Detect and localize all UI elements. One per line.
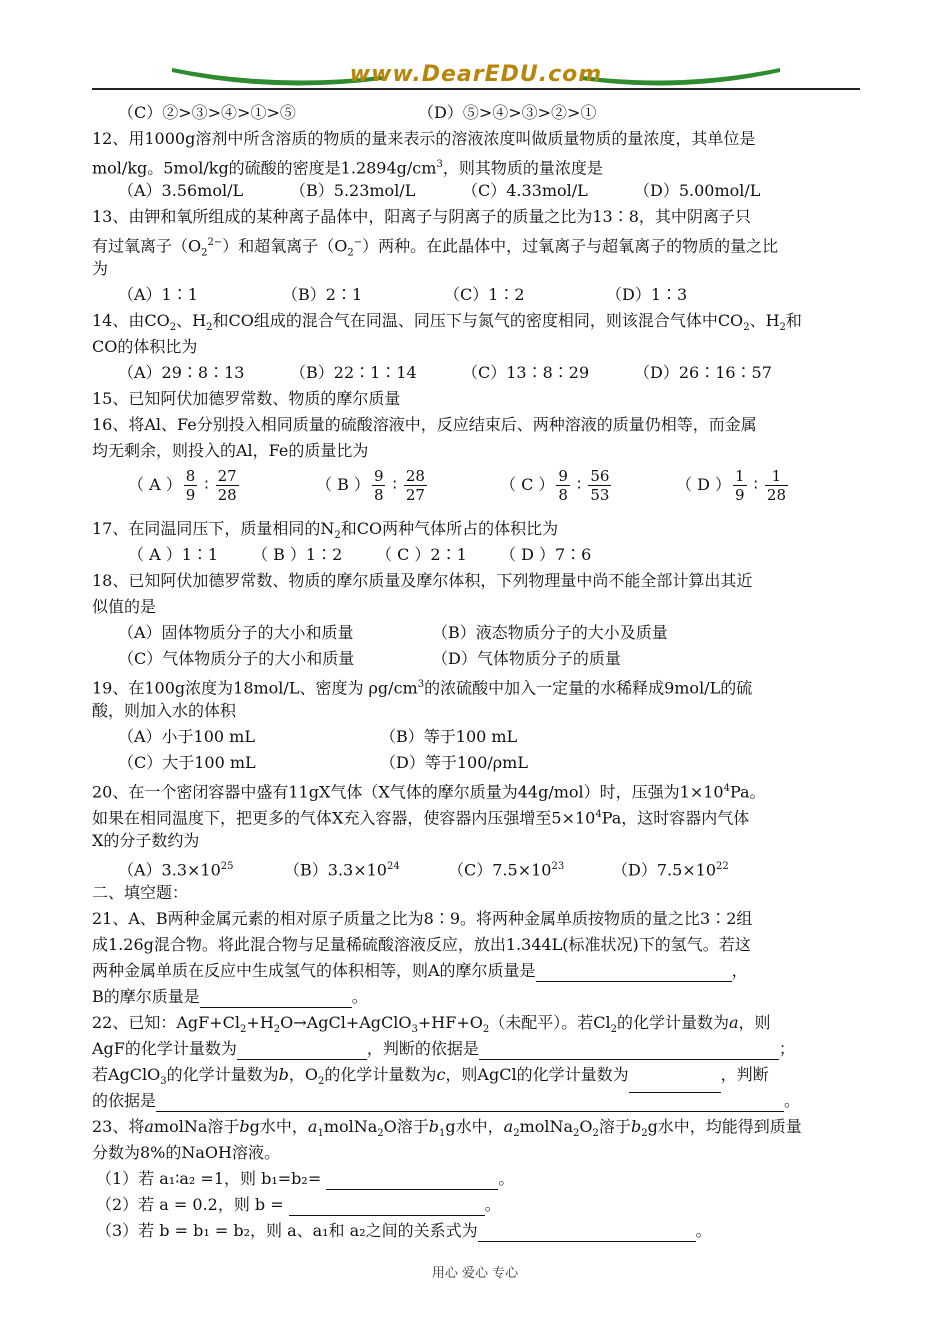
q22-line-4: 的依据是 。 — [92, 1091, 801, 1110]
q13-option-c: （C）1∶2 — [444, 285, 525, 304]
q13-line-1: 13、由钾和氧所组成的某种离子晶体中，阳离子与阴离子的质量之比为13∶8，其中阴离子只 — [92, 207, 751, 226]
q13-line-2: 有过氧离子$(O_2^{2-})$和超氧离子$(O_2^-)$两种。在此晶体中，过氧离子与超氧离子的物质的量之比 — [92, 236, 779, 259]
q16-line-1: 16、将Al、Fe分别投入相同质量的硫酸溶液中，反应结束后、两种溶液的质量仍相等，而金属 — [92, 415, 757, 434]
q22-line-3: 若AgClO$_3$的化学计量数为b，$O_2$的化学计量数为c，则AgCl的化学计量数为 ，判断 — [92, 1064, 769, 1093]
q16-option-b: （ B ） $\frac{9}{8}$ ∶ $\frac{28}{27}$ — [316, 467, 425, 504]
q23-part-3: （3）若 b = b₁ = b₂，则 a、a₁和 a₂之间的关系式为 。 — [96, 1221, 712, 1240]
q21-line-4: B的摩尔质量是 。 — [92, 987, 368, 1006]
q14-line-1: 14、由$CO_2$、$H_2$和CO组成的混合气在同温、同压下与氮气的密度相同，则该混合气体中$CO_2$、$H_2$和 — [92, 311, 802, 334]
page-footer: 用心 爱心 专心 — [431, 1266, 519, 1281]
q22-line-1: 22、已知：$AgF+Cl_2+H_2O\to AgCl+AgClO_3+HF+O_2$（未配平）。若$Cl_2$的化学计量数为a，则 — [92, 1013, 771, 1036]
q12-option-b: （B）5.23mol/L — [290, 181, 416, 200]
q22-blank-a[interactable] — [237, 1041, 367, 1060]
q23-blank-3[interactable] — [478, 1223, 696, 1242]
q19-option-a: （A）小于100 mL — [118, 727, 255, 746]
q20-option-b: $(B)3.3\times 10^{24}$ — [284, 860, 400, 880]
q11-option-d: （D）⑤>④>③>②>① — [418, 103, 597, 122]
q12-line-2: mol/kg。5mol/kg的硫酸的密度是$1.2894g/cm^3$，则其物质的量浓度是 — [92, 158, 603, 178]
q18-option-b: （B）液态物质分子的大小及质量 — [432, 623, 668, 642]
q19-line-1: 19、在100g浓度为18mol/L、密度为 $\rho g/cm^3$的浓硫酸中加入一定量的水稀释成9mol/L的硫 — [92, 678, 753, 698]
q23-blank-1[interactable] — [326, 1171, 498, 1190]
q17-option-c: （ C ）2∶1 — [376, 545, 467, 564]
q17-option-b: （ B ）1∶2 — [252, 545, 343, 564]
q18-option-c: （C）气体物质分子的大小和质量 — [118, 649, 355, 668]
q14-option-d: （D）26∶16∶57 — [634, 363, 772, 382]
q11-option-c: （C）②>③>④>①>⑤ — [118, 103, 296, 122]
q18-line-2: 似值的是 — [92, 597, 157, 616]
q20-line-3: X的分子数约为 — [92, 831, 200, 850]
q13-line-3: 为 — [92, 259, 109, 278]
q22-line-2: AgF的化学计量数为 ，判断的依据是 ； — [92, 1039, 795, 1058]
q18-option-a: （A）固体物质分子的大小和质量 — [118, 623, 354, 642]
q16-option-d: （ D ） $\frac{1}{9}$ ∶ $\frac{1}{28}$ — [676, 467, 786, 504]
q12-option-d: （D）5.00mol/L — [634, 181, 761, 200]
q14-option-c: （C）13∶8∶29 — [462, 363, 590, 382]
q21-line-3: 两种金属单质在反应中生成氢气的体积相等，则A的摩尔质量是 ， — [92, 961, 748, 980]
q16-line-2: 均无剩余，则投入的Al，Fe的质量比为 — [92, 441, 369, 460]
q21-blank-b[interactable] — [200, 989, 352, 1008]
q16-option-c: （ C ） $\frac{9}{8}$ ∶ $\frac{56}{53}$ — [500, 467, 610, 504]
q20-option-a: $(A)3.3\times 10^{25}$ — [118, 860, 234, 880]
section-2-heading: 二、填空题： — [92, 883, 189, 902]
header-rule — [92, 88, 860, 90]
q13-option-d: （D）1∶3 — [606, 285, 688, 304]
q20-option-c: $(C)7.5\times 10^{23}$ — [448, 860, 565, 880]
q17-line: 17、在同温同压下，质量相同的$N_2$和CO两种气体所占的体积比为 — [92, 519, 559, 542]
q12-option-a: （A）3.56mol/L — [118, 181, 244, 200]
q21-line-1: 21、A、B两种金属元素的相对原子质量之比为8∶9。将两种金属单质按物质的量之比3∶2组 — [92, 909, 753, 928]
q16-option-a: （ A ） $\frac{8}{9}$ ∶ $\frac{27}{28}$ — [128, 467, 237, 504]
q23-blank-2[interactable] — [289, 1197, 485, 1216]
q14-line-2: CO的体积比为 — [92, 337, 198, 356]
q19-option-b: （B）等于100 mL — [380, 727, 518, 746]
q21-line-2: 成1.26g混合物。将此混合物与足量稀硫酸溶液反应，放出1.344L(标准状况)下的氢气。若这 — [92, 935, 751, 954]
q19-line-2: 酸，则加入水的体积 — [92, 701, 237, 720]
site-logo-text: www.DearEDU.com — [349, 62, 603, 87]
q13-option-b: （B）2∶1 — [282, 285, 363, 304]
q13-option-a: （A）1∶1 — [118, 285, 198, 304]
q19-option-c: （C）大于100 mL — [118, 753, 256, 772]
q22-blank-d[interactable] — [156, 1093, 784, 1112]
q14-option-b: （B）22∶1∶14 — [290, 363, 417, 382]
q23-part-2: （2）若 a = 0.2，则 b = 。 — [96, 1195, 501, 1214]
q21-blank-a[interactable] — [536, 963, 732, 982]
q23-line-2: 分数为8%的NaOH溶液。 — [92, 1143, 280, 1162]
q23-line-1: 23、将amolNa溶于bg水中，$a_1molNa_2O$溶于$b_1g$水中，$a_2molNa_2O_2$溶于$b_2g$水中，均能得到质量 — [92, 1117, 802, 1140]
q19-option-d: （D）等于100/ρmL — [380, 753, 528, 772]
q18-line-1: 18、已知阿伏加德罗常数、物质的摩尔质量及摩尔体积，下列物理量中尚不能全部计算出其近 — [92, 571, 753, 590]
q20-line-2: 如果在相同温度下，把更多的气体X充入容器，使容器内压强增至$5\times 10^4Pa$，这时容器内气体 — [92, 808, 750, 828]
q18-option-d: （D）气体物质分子的质量 — [432, 649, 621, 668]
q20-option-d: $(D)7.5\times 10^{22}$ — [612, 860, 729, 880]
q17-option-a: （ A ）1∶1 — [128, 545, 219, 564]
q15-line: 15、已知阿伏加德罗常数、物质的摩尔质量 — [92, 389, 401, 408]
q20-line-1: 20、在一个密闭容器中盛有11gX气体（X气体的摩尔质量为44g/mol）时，压强为$1\times 10^4Pa$。 — [92, 782, 766, 802]
q17-option-d: （ D ）7∶6 — [500, 545, 592, 564]
q12-line-1: 12、用1000g溶剂中所含溶质的物质的量来表示的溶液浓度叫做质量物质的量浓度，其单位是 — [92, 129, 756, 148]
q12-option-c: （C）4.33mol/L — [462, 181, 588, 200]
q22-blank-b[interactable] — [479, 1041, 779, 1060]
q14-option-a: （A）29∶8∶13 — [118, 363, 245, 382]
q23-part-1: （1）若 a₁∶a₂ =1，则 b₁=b₂= 。 — [96, 1169, 515, 1188]
